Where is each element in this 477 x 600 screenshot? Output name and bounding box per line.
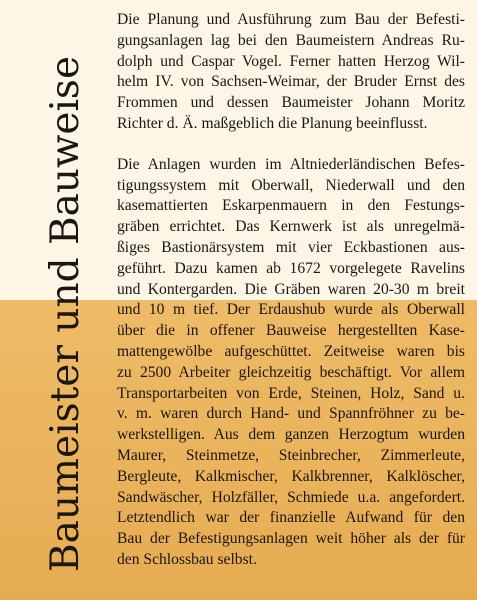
text-line: Bau der Befestigungsanlagen weit höher als der für	[117, 530, 465, 548]
text-line: dolph und Caspar Vogel. Ferner hatten Herzog Wil-	[117, 52, 465, 70]
text-line: Maurer, Steinmetze, Steinbrecher, Zimmerleute,	[117, 446, 465, 464]
text-line: geführt. Dazu kamen ab 1672 vorgelegete Ravelins	[117, 259, 465, 277]
text-line: gräben errichtet. Das Kernwerk ist als unregelmä-	[117, 218, 465, 236]
text-line: ßiges Bastionärsystem mit vier Eckbastionen aus-	[117, 238, 465, 256]
paragraph-2	[117, 155, 465, 571]
page-title: Baumeister und Bauweise	[43, 55, 88, 572]
text-line: Die Planung und Ausführung zum Bau der Befesti-	[117, 11, 465, 28]
text-line: den Schlossbau selbst.	[117, 550, 257, 568]
text-line: v. m. waren durch Hand- und Spannfröhner zu be-	[117, 405, 465, 423]
text-line: und Kontergarden. Die Gräben waren 20-30 m breit	[117, 280, 465, 298]
text-line: und 10 m tief. Der Erdaushub wurde als Oberwall	[117, 301, 465, 319]
text-line: kasemattierten Eskarpenmauern in den Festungs-	[117, 197, 465, 215]
text-line: Richter d. Ä. maßgeblich die Planung beeinflusst.	[117, 114, 428, 132]
text-line: Bergleute, Kalkmischer, Kalkbrenner, Kalklöscher,	[117, 467, 465, 485]
text-line: Sandwäscher, Holzfäller, Schmiede u.a. angefordert.	[117, 488, 465, 506]
text-line: Die Anlagen wurden im Altniederländischen Befes-	[117, 155, 465, 173]
text-line: Transportarbeiten von Erde, Steinen, Holz, Sand u.	[117, 384, 465, 402]
text-line: Letztendlich war der finanzielle Aufwand für den	[117, 509, 465, 527]
text-line: gungsanlagen lag bei den Baumeistern Andreas Ru-	[117, 31, 465, 49]
body-text	[117, 10, 465, 571]
text-line: werkstelligen. Aus dem ganzen Herzogtum wurden	[117, 426, 465, 444]
text-line: Frommen und dessen Baumeister Johann Moritz	[117, 94, 465, 112]
text-line: zu 2500 Arbeiter gleichzeitig beschäftigt. Vor allem	[117, 363, 465, 381]
text-line: helm IV. von Sachsen-Weimar, der Bruder Ernst des	[117, 73, 465, 91]
text-line: mattengewölbe aufgeschüttet. Zeitweise waren bis	[117, 342, 465, 360]
text-line: über die in offener Bauweise hergestellten Kase-	[117, 322, 465, 340]
text-line: tigungssystem mit Oberwall, Niederwall und den	[117, 176, 465, 194]
paragraph-1	[117, 10, 465, 135]
